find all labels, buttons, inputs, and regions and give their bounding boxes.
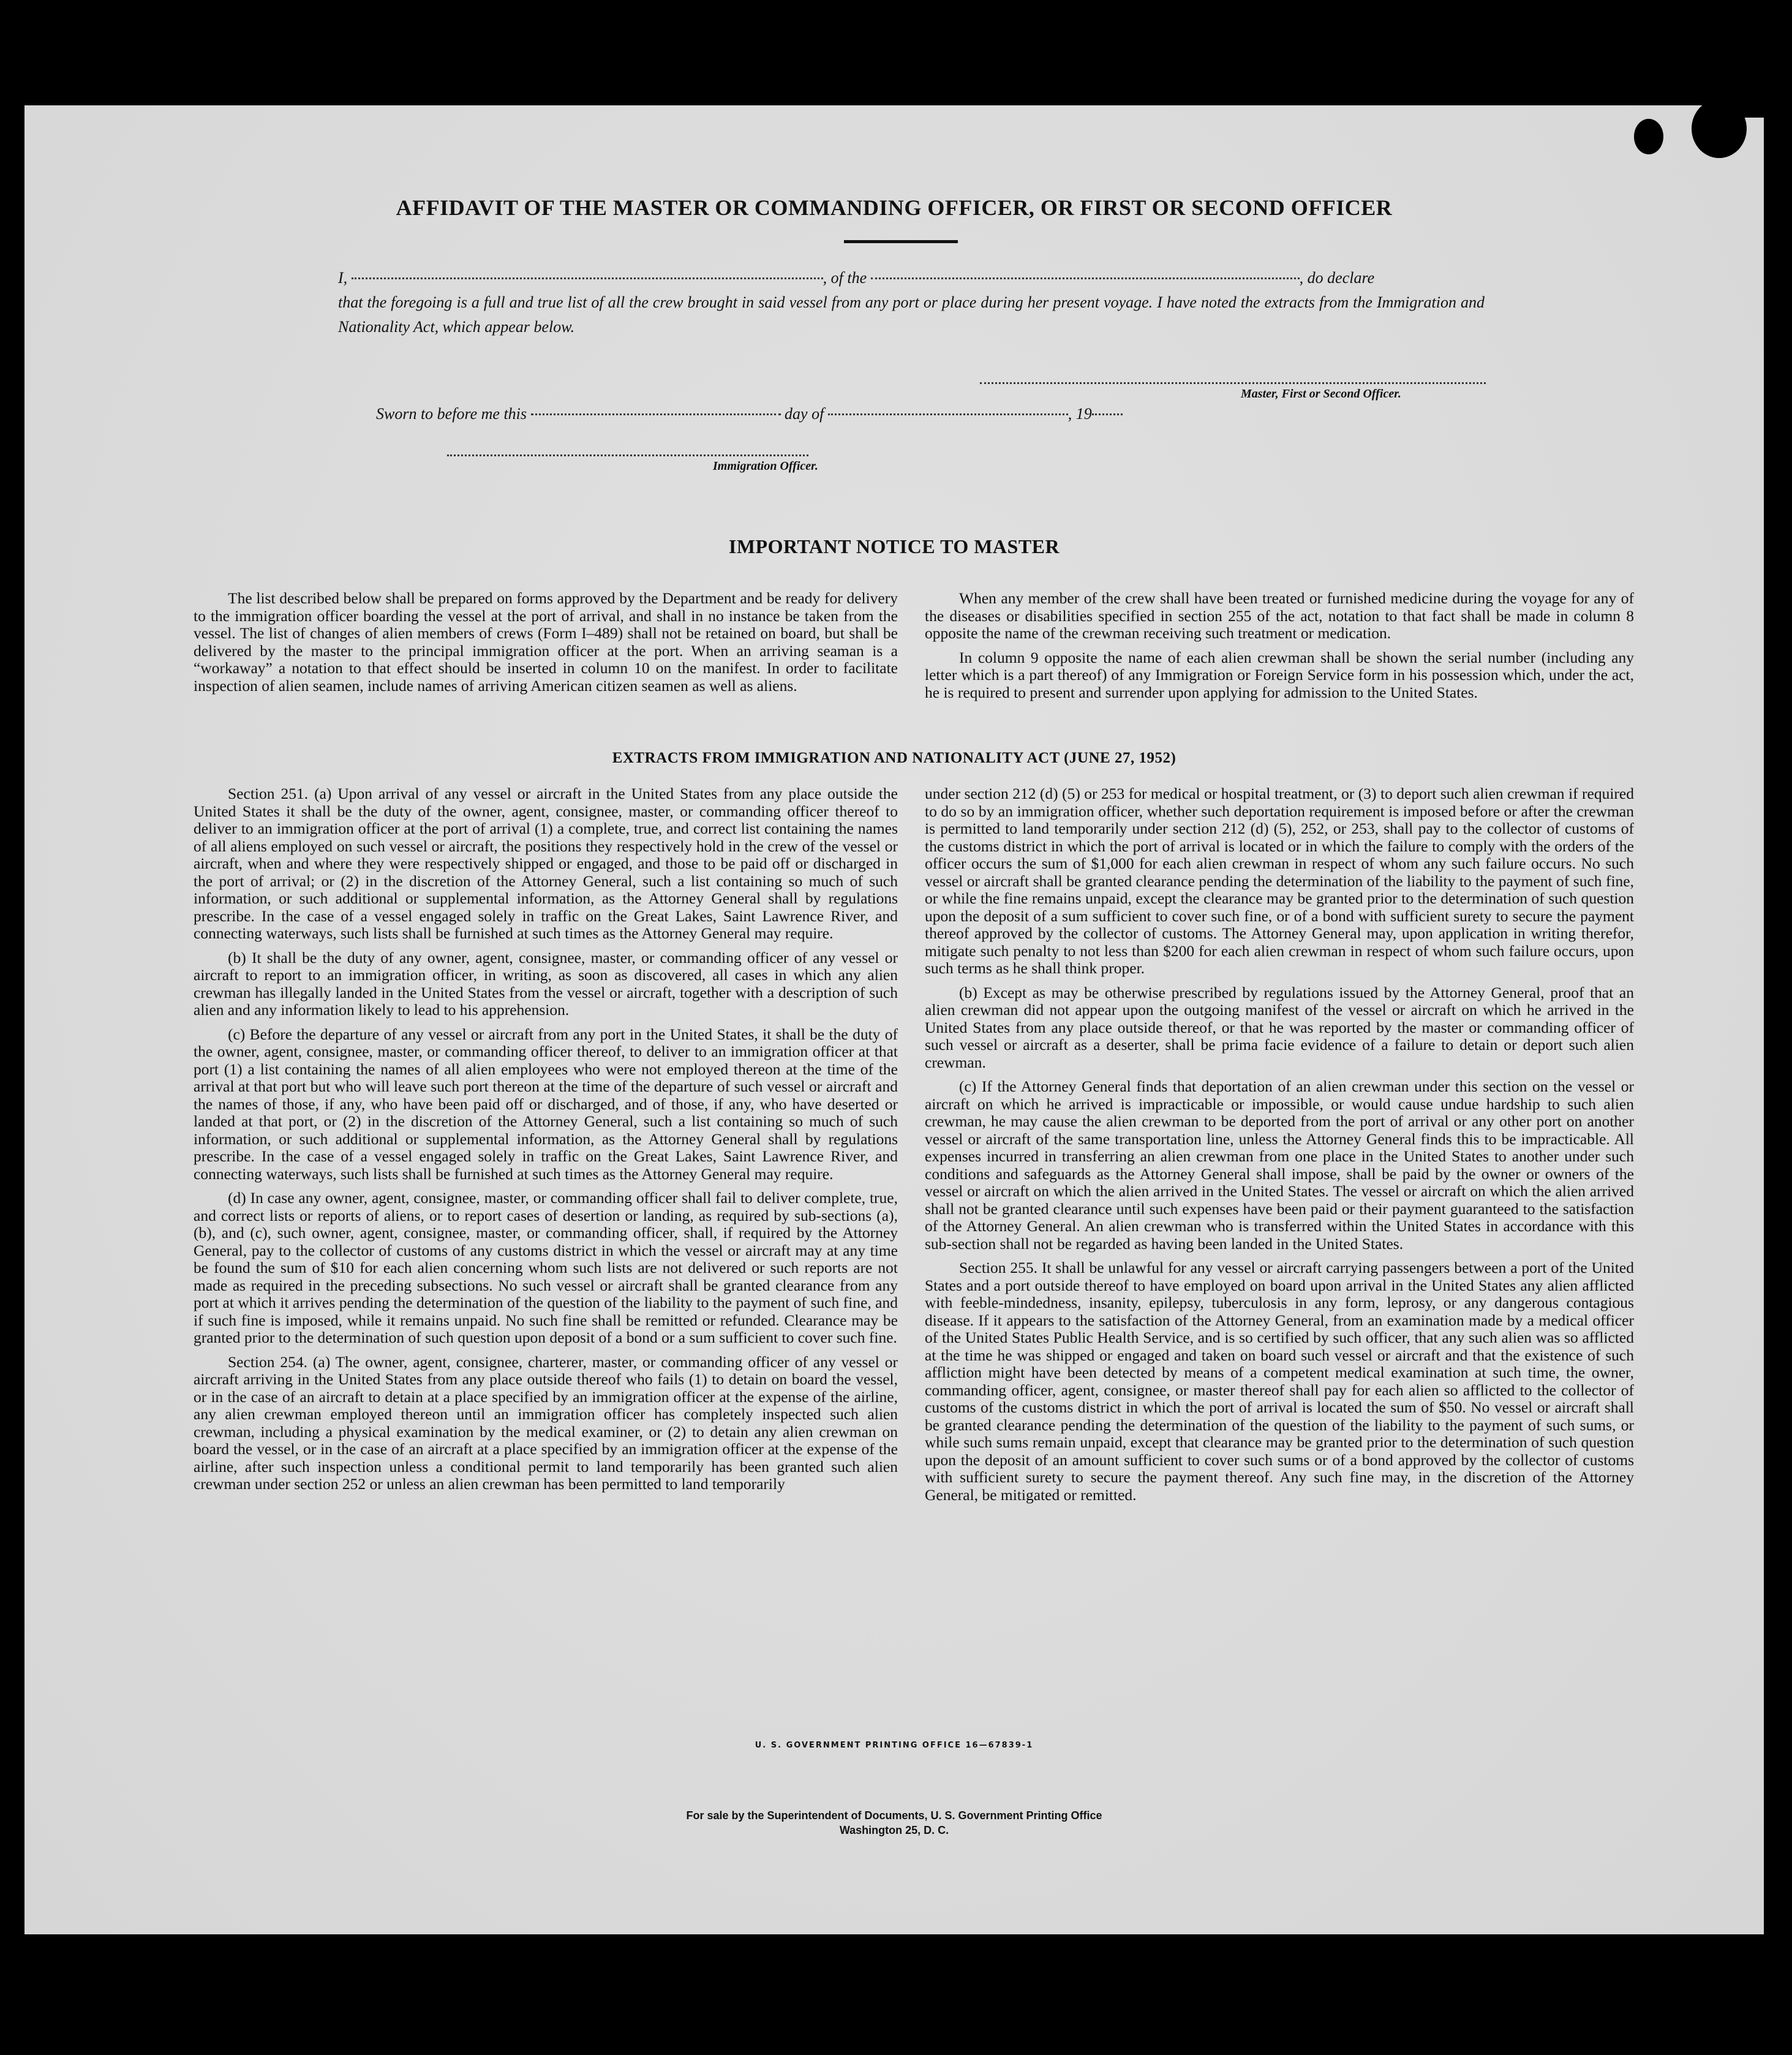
vessel-field[interactable] — [871, 277, 1300, 279]
sworn-month-field[interactable] — [828, 413, 1068, 415]
section-255: Section 255. It shall be unlawful for any vessel or aircraft carrying passengers between a port of the United States and a port outside thereof to have employed on board upon arrival in the United States any alien afflicted with feeble-mindedness, insanity, epilepsy, tuberculosis in any form, leprosy, or any dangerous contagious disease. If it appears to the satisfaction of the Attorney General, from an examination made by a medical officer of the United States Public Health Service, and is so certified by such officer, that any such alien was so afflicted at the time he was shipped or engaged and taken on board such vessel or aircraft and that the existence of such affliction might have been detected by means of a competent medical examination at such time, the owner, commanding officer, agent, consignee, or master thereof shall pay for each alien so afflicted to the collector of customs of the customs district in which the port of arrival is located the sum of $50. No vessel or aircraft shall be granted clearance pending the determination of the question of the liability to the payment of such sums, or while such sums remain unpaid, except that clearance may be granted prior to the determination of such question upon the deposit of an amount sufficient to cover such sums or of a bond approved by the collector of customs with sufficient surety to secure the payment thereof. Any such fine may, in the discretion of the Attorney General, be mitigated or remitted. — [925, 1259, 1634, 1504]
extracts-right-column — [925, 785, 1634, 1510]
section-251-b: (b) It shall be the duty of any owner, agent, consignee, master, or commanding officer of any vessel or aircraft to report to an immigration officer, in writing, as soon as discovered, all cases in which any alien crewman has illegally landed in the United States from the vessel or aircraft, together with a description of such alien and any information likely to lead to his apprehension. — [194, 948, 898, 1019]
document-page — [24, 105, 1764, 1934]
master-label: Master, First or Second Officer. — [1241, 387, 1401, 401]
sworn-year-field[interactable] — [1092, 413, 1123, 415]
sale-line-2: Washington 25, D. C. — [839, 1824, 949, 1836]
master-signature-line[interactable] — [980, 382, 1486, 384]
gpo-imprint: U. S. GOVERNMENT PRINTING OFFICE 16—67839-1 — [755, 1741, 1034, 1750]
sale-line-1: For sale by the Superintendent of Documents, U. S. Government Printing Office — [686, 1809, 1102, 1822]
officer-label: Immigration Officer. — [713, 459, 818, 473]
name-field[interactable] — [352, 277, 823, 279]
declaration-statement: that the foregoing is a full and true list of all the crew brought in said vessel from any port or place during her present voyage. I have noted the extracts from the Immigration and Nationality Act, which appear below. — [338, 293, 1485, 336]
notice-left-paragraph: The list described below shall be prepared on forms approved by the Department and be ready for delivery to the immigration officer boarding the vessel at the port of arrival, and shall in no instance be taken from the vessel. The list of changes of alien members of crews (Form I–489) shall not be retained on board, but shall be delivered by the master to the principal immigration officer at the port. When an arriving seaman is a “workaway” a notation to that effect should be inserted in column 10 on the manifest. In order to facilitate inspection of alien seamen, include names of arriving American citizen seamen as well as aliens. — [194, 589, 898, 695]
sworn-label: Sworn to before me this — [376, 405, 527, 423]
day-of-label: day of — [785, 405, 824, 423]
notice-title: IMPORTANT NOTICE TO MASTER — [728, 535, 1060, 557]
title-rule — [844, 240, 958, 243]
year-prefix: , 19 — [1067, 405, 1092, 423]
declaration-line — [338, 266, 1485, 290]
of-the-label: , of the — [823, 269, 867, 287]
torn-corner — [1634, 119, 1663, 154]
section-254-a: Section 254. (a) The owner, agent, consignee, charterer, master, or commanding officer of any vessel or aircraft arriving in the United States from any place outside thereof who fails (1) to detain on board the vessel, or in the case of an aircraft to detain at a place specified by an immigration officer at the expense of the airline, any alien crewman employed thereon until an immigration officer has completely inspected such alien crewman, including a physical examination by the medical examiner, or (2) to detain any alien crewman on board the vessel, or in the case of an aircraft at a place specified by an immigration officer at the expense of the airline, after such inspection unless a conditional permit to land temporarily has been granted such alien crewman under section 252 or unless an alien crewman has been permitted to land temporarily — [194, 1352, 898, 1493]
extracts-left-column — [194, 785, 898, 1500]
section-251-d: (d) In case any owner, agent, consignee, master, or commanding officer shall fail to deliver complete, true, and correct lists or reports of aliens, or to report cases of desertion or landing, as required by sub-sections (a), (b), and (c), such owner, agent, consignee, master, or commanding officer, shall, if required by the Attorney General, pay to the collector of customs of any customs district in which the vessel or aircraft may at any time be found the sum of $10 for each alien concerning whom such lists are not delivered or such reports are not made as required in the preceding subsections. No such vessel or aircraft shall be granted clearance from any port at which it arrives pending the determination of the question of the liability to the payment of such fine, and if such fine is imposed, while it remains unpaid. No such fine shall be remitted or refunded. Clearance may be granted prior to the determination of such question upon deposit of a bond or a sum sufficient to cover such fine. — [194, 1189, 898, 1346]
section-254-c: (c) If the Attorney General finds that deportation of an alien crewman under this section on the vessel or aircraft on which he arrived is impracticable or impossible, or would cause undue hardship to such alien crewman, he may cause the alien crewman to be deported from the port of arrival or any other port on another vessel or aircraft of the same transportation line, unless the Attorney General finds this to be impracticable. All expenses incurred in transferring an alien crewman from one place in the United States to another under such conditions and safeguards as the Attorney General shall impose, shall be paid by the owner or owners of the vessel or aircraft on which the alien arrived in the United States. The vessel or aircraft on which the alien arrived shall not be granted clearance until such expenses have been paid or their payment guaranteed to the satisfaction of the Attorney General. An alien crewman who is transferred within the United States in accordance with this sub-section shall not be regarded as having been landed in the United States. — [925, 1077, 1634, 1253]
notice-right-paragraph-1: When any member of the crew shall have been treated or furnished medicine during the voyage for any of the diseases or disabilities specified in section 255 of the act, notation to that fact shall be made in column 8 opposite the name of the crewman receiving such treatment or medication. — [925, 589, 1634, 642]
section-251-c: (c) Before the departure of any vessel or aircraft from any port in the United States, it shall be the duty of the owner, agent, consignee, master, or commanding officer thereof, to deliver to an immigration officer at that port (1) a list containing the names of all alien employees who were not employed thereon at the time of the arrival at that port but who will leave such port thereon at the time of the departure of such vessel or aircraft and the names of those, if any, who have been paid off or discharged, and of those, if any, who have deserted or landed at that port, or (2) in the discretion of the Attorney General, such a list containing so much of such information, or such additional or supplemental information, as the Attorney General shall by regulations prescribe. In the case of a vessel engaged solely in traffic on the Great Lakes, Saint Lawrence River, and connecting waterways, such lists shall be furnished at such times as the Attorney General may require. — [194, 1025, 898, 1183]
officer-signature-line[interactable] — [447, 454, 808, 456]
extracts-title: EXTRACTS FROM IMMIGRATION AND NATIONALITY ACT (JUNE 27, 1952) — [612, 750, 1176, 766]
sale-notice — [24, 1808, 1764, 1838]
notice-right-paragraph-2: In column 9 opposite the name of each alien crewman shall be shown the serial number (including any letter which is a part thereof) of any Immigration or Foreign Service form in his possession which, under the act, he is required to present and surrender upon applying for admission to the United States. — [925, 648, 1634, 701]
section-254-b: (b) Except as may be otherwise prescribed by regulations issued by the Attorney General, proof that an alien crewman did not appear upon the outgoing manifest of the vessel or aircraft on which he arrived in the United States from any place outside thereof, or that he was reported by the master or commanding officer of such vessel or aircraft as a deserter, shall be prima facie evidence of a failure to detain or deport such alien crewman. — [925, 983, 1634, 1071]
section-254-a-continued: under section 212 (d) (5) or 253 for medical or hospital treatment, or (3) to deport such alien crewman if required to do so by an immigration officer, whether such deportation requirement is imposed before or after the crewman is permitted to land temporarily under section 212 (d) (5), 252, or 253, shall pay to the collector of customs of the customs district in which the port of arrival is located or in which the failure to comply with the orders of the officer occurs the sum of $1,000 for each alien crewman in respect of whom any such failure occurs. No such vessel or aircraft shall be granted clearance pending the determination of the liability to the payment of such fine, or while the fine remains unpaid, except the clearance may be granted prior to the determination of such question upon the deposit of a sum sufficient to cover such fine, or of a bond with sufficient surety to secure the payment thereof approved by the collector of customs. The Attorney General may, upon application in writing therefor, mitigate such penalty to not less than $200 for each alien crewman in respect of whom such failure occurs, upon such terms as he shall think proper. — [925, 785, 1634, 977]
notice-left-column — [194, 590, 898, 701]
affidavit-title: AFFIDAVIT OF THE MASTER OR COMMANDING OFFICER, OR FIRST OR SECOND OFFICER — [396, 195, 1393, 220]
i-label: I, — [338, 269, 348, 287]
torn-corner — [1721, 93, 1788, 118]
do-declare-label: , do declare — [1299, 269, 1375, 287]
section-251-a: Section 251. (a) Upon arrival of any vessel or aircraft in the United States from any place outside the United States it shall be the duty of the owner, agent, consignee, master, or commanding officer thereof to deliver to an immigration officer at the port of arrival (1) a complete, true, and correct list containing the names of all aliens employed on such vessel or aircraft, the positions they respectively hold in the crew of the vessel or aircraft, when and where they were respectively shipped or engaged, and those to be paid off or discharged in the port of arrival; or (2) in the discretion of the Attorney General, such a list containing so much of such information, or such additional or supplemental information, as the Attorney General shall by regulations prescribe. In the case of a vessel engaged solely in traffic on the Great Lakes, Saint Lawrence River, and connecting waterways, such lists shall be furnished at such times as the Attorney General may require. — [194, 785, 898, 942]
sworn-day-field[interactable] — [531, 413, 781, 415]
notice-right-column — [925, 590, 1634, 708]
sworn-line — [376, 402, 1523, 426]
